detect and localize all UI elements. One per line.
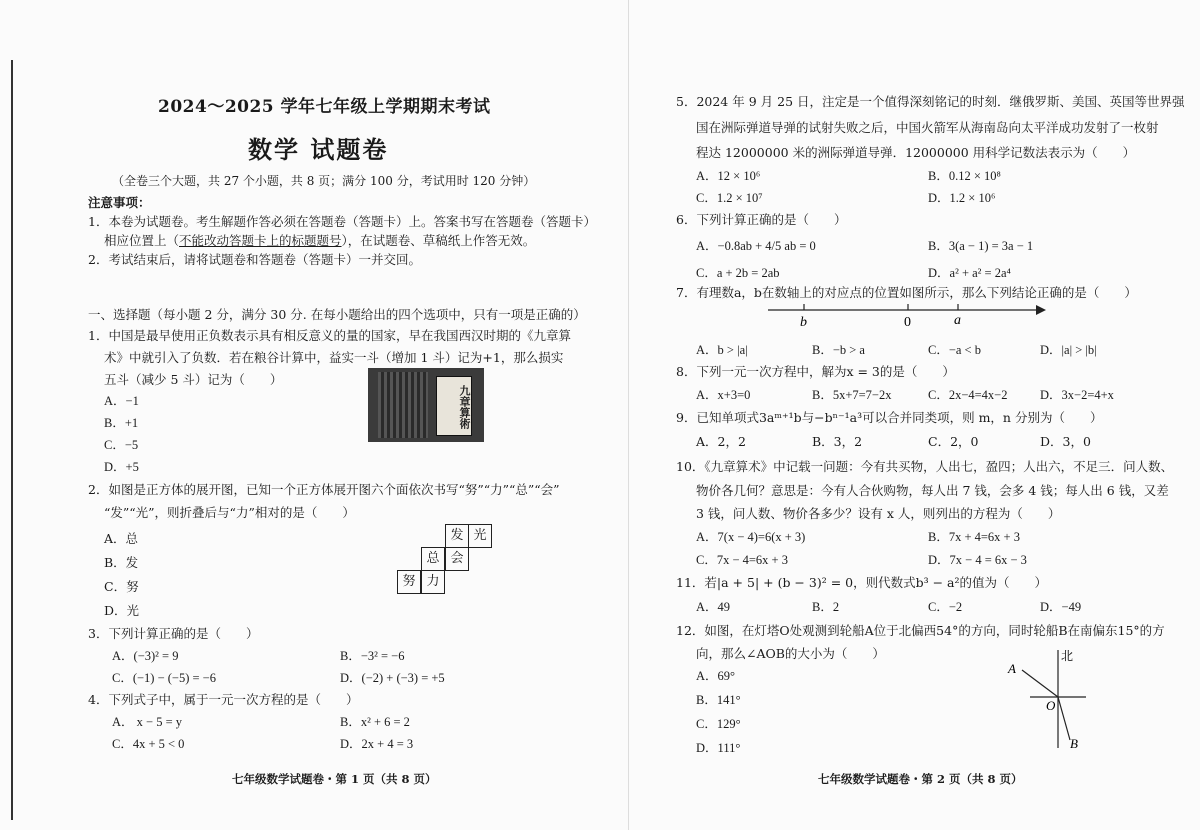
- number-line-figure: [764, 300, 1054, 332]
- q9-option-a: A．2，2: [696, 434, 746, 449]
- q7-option-a: A．b > |a|: [696, 343, 748, 357]
- note-1-line-1: 1．本卷为试题卷。考生解题作答必须在答题卷（答题卡）上。答案书写在答题卷（答题卡）: [88, 214, 596, 229]
- q3-option-d: D．(−2) + (−3) = +5: [340, 671, 445, 685]
- section-1-heading: 一、选择题（每小题 2 分，满分 30 分. 在每小题给出的四个选项中，只有一项是正确的）: [88, 307, 586, 322]
- point-a-label: A: [1008, 661, 1016, 676]
- q9-stem: 9．已知单项式3aᵐ⁺¹b与−bⁿ⁻¹a³可以合并同类项，则 m，n 分别为（ ）: [676, 410, 1103, 425]
- exam-title: 2024～2025 学年七年级上学期期末考试: [158, 97, 491, 117]
- page-2-footer: 七年级数学试题卷・第 2 页（共 8 页）: [818, 772, 1023, 786]
- q7-option-b: B．−b > a: [812, 343, 865, 357]
- q3-option-b: B．−3² = −6: [340, 649, 405, 663]
- q9-option-b: B．3，2: [812, 434, 863, 449]
- q8-stem: 8．下列一元一次方程中，解为x = 3的是（ ）: [676, 364, 955, 379]
- ray-oa: [1022, 670, 1058, 697]
- q11-stem: 11．若|a + 5| + (b − 3)² = 0，则代数式b³ − a²的值为（ ）: [676, 575, 1047, 590]
- subject-title: 数学 试题卷: [248, 135, 389, 164]
- q2-option-c: C．努: [104, 579, 139, 594]
- q7-stem: 7．有理数a，b在数轴上的对应点的位置如图所示，那么下列结论正确的是（ ）: [676, 285, 1137, 300]
- q12-option-b: B．141°: [696, 693, 741, 707]
- point-b-label: B: [1070, 736, 1078, 751]
- q12-option-a: A．69°: [696, 669, 736, 683]
- q10-option-a: A．7(x − 4)=6(x + 3): [696, 530, 806, 544]
- note-1-underlined: 不能改动答题卡上的标题题号: [179, 233, 342, 248]
- q1-line-3: 五斗（减少 5 斗）记为（ ）: [104, 372, 283, 387]
- q4-option-a: A． x − 5 = y: [112, 715, 183, 729]
- q5-option-a: A．12 × 10⁶: [696, 169, 761, 183]
- q12-line-2: 向，那么∠AOB的大小为（ ）: [696, 646, 885, 661]
- q6-option-a: A．−0.8ab + 4/5 ab = 0: [696, 239, 816, 253]
- q6-stem: 6．下列计算正确的是（ ）: [676, 212, 847, 227]
- q3-option-c: C．(−1) − (−5) = −6: [112, 671, 216, 685]
- q8-option-a: A．x+3=0: [696, 388, 751, 402]
- net-cell-nu: 努: [397, 570, 421, 594]
- q12-option-d: D．111°: [696, 741, 741, 755]
- q2-option-a: A．总: [104, 531, 139, 546]
- q8-option-c: C．2x−4=4x−2: [928, 388, 1008, 402]
- page-1-footer: 七年级数学试题卷・第 1 页（共 8 页）: [232, 772, 437, 786]
- q2-option-b: B．发: [104, 555, 139, 570]
- notes-heading: 注意事项：: [88, 195, 151, 210]
- q1-line-2: 术》中就引入了负数．若在粮谷计算中，益实一斗（增加 1 斗）记为+1，那么损实: [104, 350, 564, 365]
- q2-line-1: 2．如图是正方体的展开图，已知一个正方体展开图六个面依次书写“努”“力”“总”“会”: [88, 482, 560, 497]
- q10-line-1: 10．《九章算术》中记载一问题：今有共买物，人出七，盈四；人出六，不足三．问人数、: [676, 459, 1174, 474]
- exam-info: （全卷三个大题，共 27 个小题，共 8 页；满分 100 分，考试用时 120 分钟）: [112, 174, 536, 188]
- q1-option-a: A．−1: [104, 394, 139, 408]
- q5-line-2: 国在洲际弹道导弹的试射失败之后，中国火箭军从海南岛向太平洋成功发射了一枚射: [696, 120, 1159, 135]
- q5-line-1: 5．2024 年 9 月 25 日，注定是一个值得深刻铭记的时刻．继俄罗斯、美国、英国等世界强: [676, 94, 1185, 109]
- q6-option-c: C．a + 2b = 2ab: [696, 266, 780, 280]
- q11-option-a: A．49: [696, 600, 731, 614]
- note-1-suffix: ），在试题卷、草稿纸上作答无效。: [341, 233, 536, 248]
- net-cell-zong: 总: [421, 547, 445, 571]
- q6-option-d: D．a² + a² = 2a⁴: [928, 266, 1011, 280]
- q11-option-c: C．−2: [928, 600, 963, 614]
- q3-option-a: A．(−3)² = 9: [112, 649, 179, 663]
- q6-option-b: B．3(a − 1) = 3a − 1: [928, 239, 1034, 253]
- number-line-arrow: [1036, 305, 1046, 315]
- q12-line-1: 12．如图，在灯塔O处观测到轮船A位于北偏西54°的方向，同时轮船B在南偏东15°的方: [676, 623, 1165, 638]
- book-spine: [378, 372, 428, 438]
- q10-option-b: B．7x + 4=6x + 3: [928, 530, 1020, 544]
- q1-option-d: D．+5: [104, 460, 139, 474]
- q9-option-c: C．2，0: [928, 434, 979, 449]
- q2-option-d: D．光: [104, 603, 140, 618]
- book-title-label: 九章算術: [436, 376, 472, 436]
- ray-ob: [1058, 697, 1070, 740]
- page-divider: [628, 0, 629, 830]
- q5-option-c: C．1.2 × 10⁷: [696, 191, 763, 205]
- book-photo: [368, 368, 484, 442]
- binding-margin-line: [11, 60, 13, 820]
- net-cell-hui: 会: [445, 547, 469, 571]
- point-o-label: O: [1046, 698, 1056, 713]
- q7-option-c: C．−a < b: [928, 343, 981, 357]
- note-2: 2．考试结束后，请将试题卷和答题卷（答题卡）一并交回。: [88, 252, 421, 267]
- q2-line-2: “发”“光”，则折叠后与“力”相对的是（ ）: [104, 505, 355, 520]
- q1-line-1: 1．中国是最早使用正负数表示具有相反意义的量的国家，早在我国西汉时期的《九章算: [88, 328, 571, 343]
- q4-stem: 4．下列式子中，属于一元一次方程的是（ ）: [88, 692, 359, 707]
- q10-line-3: 3 钱，问人数、物价各多少？设有 x 人，则列出的方程为（ ）: [696, 506, 1061, 521]
- q5-option-d: D．1.2 × 10⁶: [928, 191, 996, 205]
- compass-figure: [1000, 640, 1110, 755]
- net-cell-li: 力: [421, 570, 445, 594]
- q10-option-c: C．7x − 4=6x + 3: [696, 553, 788, 567]
- q8-option-b: B．5x+7=7−2x: [812, 388, 892, 402]
- q7-option-d: D．|a| > |b|: [1040, 343, 1097, 357]
- q4-option-d: D．2x + 4 = 3: [340, 737, 414, 751]
- net-cell-fa: 发: [445, 524, 469, 548]
- q1-option-b: B．+1: [104, 416, 139, 430]
- q8-option-d: D．3x−2=4+x: [1040, 388, 1114, 402]
- q5-line-3: 程达 12000000 米的洲际弹道导弹．12000000 用科学记数法表示为（ ）: [696, 145, 1136, 160]
- q4-option-b: B．x² + 6 = 2: [340, 715, 410, 729]
- q12-option-c: C．129°: [696, 717, 741, 731]
- label-zero: 0: [904, 315, 911, 330]
- q11-option-d: D．−49: [1040, 600, 1082, 614]
- note-1-prefix: 相应位置上（: [104, 233, 180, 248]
- net-cell-guang: 光: [468, 524, 492, 548]
- q5-option-b: B．0.12 × 10⁸: [928, 169, 1001, 183]
- q1-option-c: C．−5: [104, 438, 139, 452]
- label-b: b: [800, 315, 807, 330]
- north-label: 北: [1061, 649, 1074, 663]
- q10-line-2: 物价各几何？意思是：今有人合伙购物，每人出 7 钱，会多 4 钱；每人出 6 钱，又差: [696, 483, 1169, 498]
- q9-option-d: D．3，0: [1040, 434, 1091, 449]
- q3-stem: 3．下列计算正确的是（ ）: [88, 626, 259, 641]
- q11-option-b: B．2: [812, 600, 840, 614]
- q4-option-c: C．4x + 5 < 0: [112, 737, 185, 751]
- q10-option-d: D．7x − 4 = 6x − 3: [928, 553, 1027, 567]
- label-a: a: [954, 313, 961, 328]
- note-1-line-2: [104, 231, 535, 249]
